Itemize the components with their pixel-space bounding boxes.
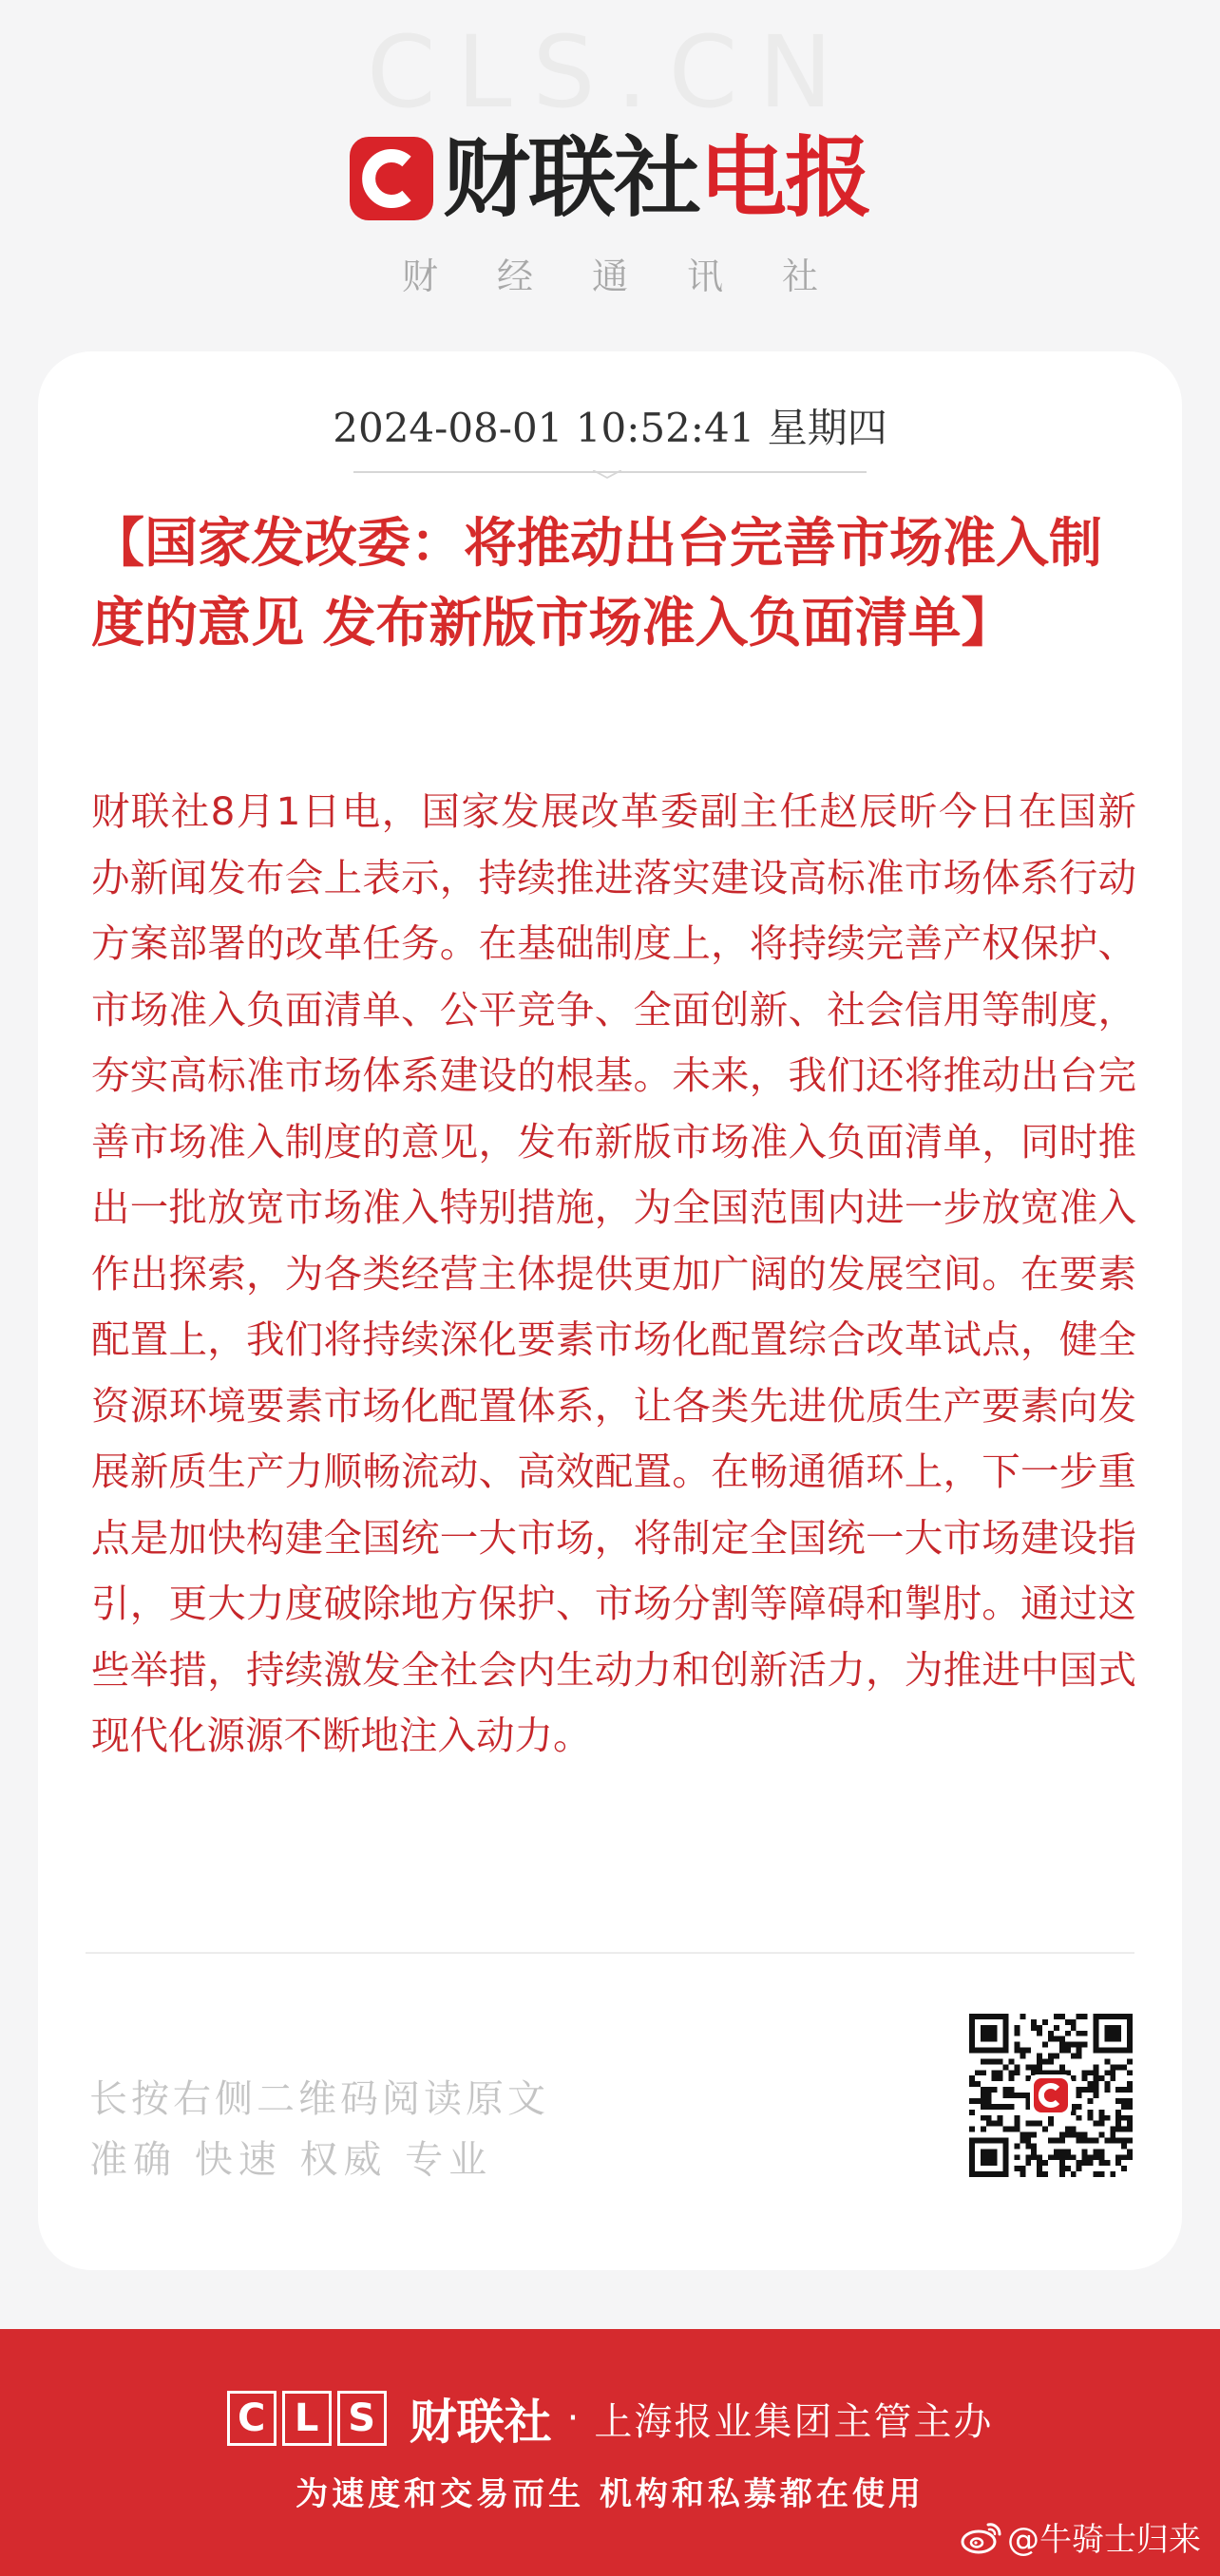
cls-watermark: CLS.CN bbox=[366, 14, 854, 130]
weibo-icon bbox=[960, 2519, 1003, 2555]
brand-telegraph: 电报 bbox=[699, 127, 871, 229]
publish-datetime: 2024-08-01 10:52:41 星期四 bbox=[333, 405, 887, 451]
qr-logo-badge-icon bbox=[1030, 2074, 1072, 2116]
article-body: 财联社8月1日电，国家发展改革委副主任赵辰昕今日在国新办新闻发布会上表示，持续推进落实建设高标准市场体系行动方案部署的改革任务。在基础制度上，将持续完善产权保护、市场准入负面清单、公平竞争、全面创新、社会信用等制度，夯实高标准市场体系建设的根基。未来，我们还将推动出台完善市场准入制度的意见，发布新版市场准入负面清单，同时推出一批放宽市场准入特别措施，为全国范围内进一步放宽准入作出探索，为各类经营主体提供更加广阔的发展空间。在要素配置上，我们将持续深化要素市场化配置综合改革试点，健全资源环境要素市场化配置体系，让各类先进优质生产要素向发展新质生产力顺畅流动、高效配置。在畅通循环上，下一步重点是加快构建全国统一大市场，将制定全国统一大市场建设指引，更大力度破除地方保护、市场分割等障碍和掣肘。通过这些举措，持续激发全社会内生动力和创新活力，为推进中国式现代化源源不断地注入动力。 bbox=[91, 788, 1136, 1758]
banner-slogan: 为速度和交易而生 机构和私募都在使用 bbox=[295, 2475, 925, 2513]
cls-letter-c: C bbox=[227, 2391, 276, 2446]
news-card bbox=[38, 351, 1182, 2270]
banner-separator: · bbox=[566, 2396, 580, 2440]
date-header bbox=[38, 397, 1182, 454]
brand-logo bbox=[0, 127, 1220, 229]
brand-name: 财联社 bbox=[442, 127, 699, 229]
brand-values: 准确 快速 权威 专业 bbox=[89, 2138, 493, 2182]
tagline: 财经通讯社 bbox=[401, 256, 877, 297]
footer-divider bbox=[86, 1952, 1134, 1954]
weibo-username: @牛骑士归来 bbox=[1007, 2521, 1201, 2559]
banner-brand-name: 财联社 bbox=[409, 2395, 552, 2450]
weibo-watermark bbox=[960, 2513, 1201, 2560]
cls-logo-icon bbox=[350, 137, 433, 220]
article-headline: 【国家发改委：将推动出台完善市场准入制度的意见 发布新版市场准入负面清单】 bbox=[91, 512, 1102, 654]
qr-instruction: 长按右侧二维码阅读原文 bbox=[89, 2077, 549, 2121]
banner-brand-row bbox=[0, 2384, 1220, 2453]
cls-letter-s: S bbox=[337, 2391, 387, 2446]
cls-letter-l: L bbox=[282, 2391, 332, 2446]
banner-sponsor: 上海报业集团主管主办 bbox=[594, 2399, 994, 2444]
date-notch-icon bbox=[593, 465, 621, 479]
